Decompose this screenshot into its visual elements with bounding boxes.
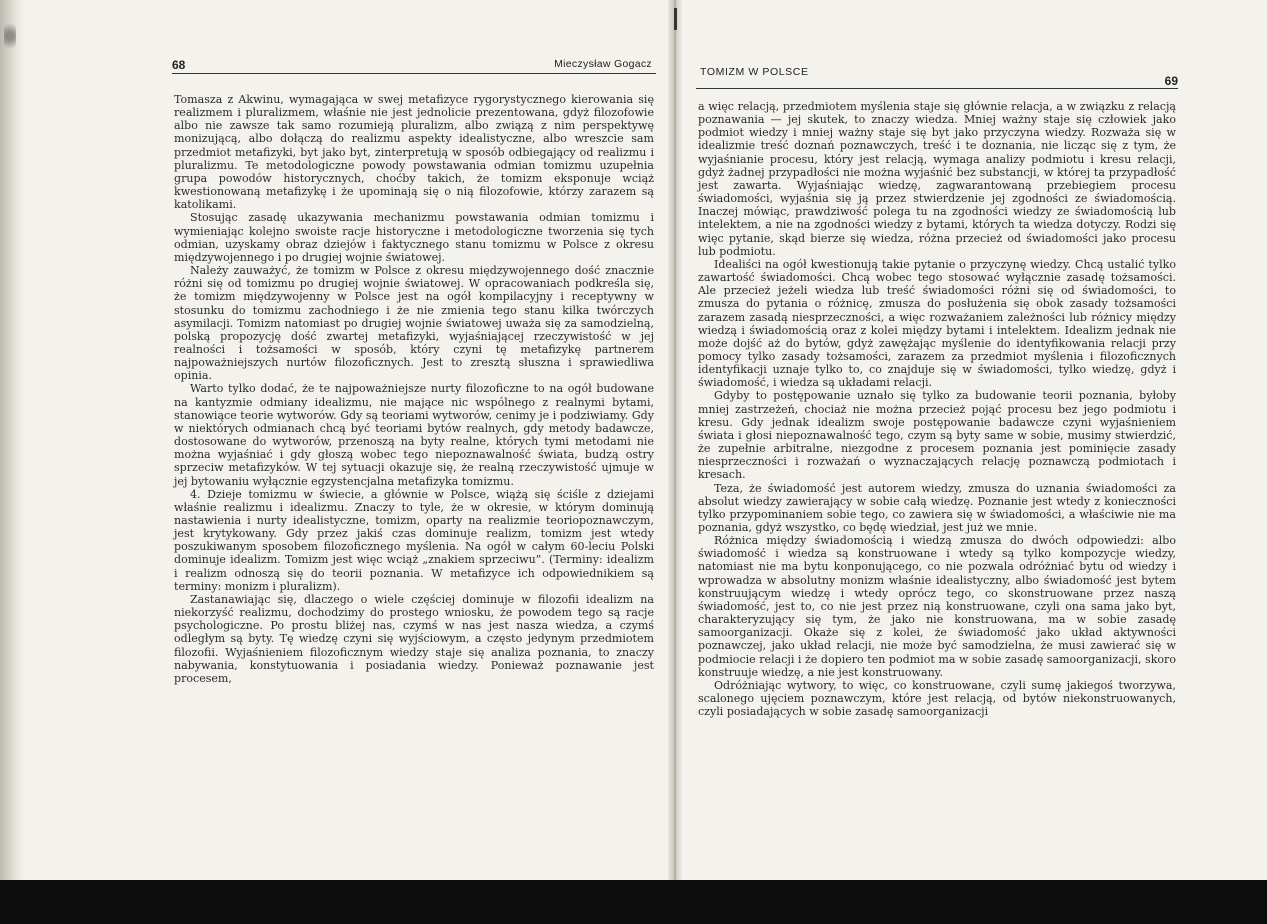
book-spine [668,0,682,880]
running-title: TOMIZM W POLSCE [700,66,809,78]
scan-mark [4,16,16,56]
running-header [172,58,656,76]
paragraph: Należy zauważyć, że tomizm w Polsce z okresu międzywojennego dość znacznie różni się od tomizmu po drugiej wojnie światowej. W opracowaniach podkreśla się, że tomizm międzywojenny w Polsce jest na ogół kompilacyjny i receptywny w stosunku do tomizmu zachodniego i że nie zmienia tego stanu kilka twórczych asymilacji. Tomizm natomiast po drugiej wojnie światowej uważa się za samodzielną, polską propozycję dość zwartej metafizyki, wyjaśniającej rzeczywistość w jej realności i tożsamości w sposób, który czyni tę metafizykę partnerem najpoważniejszych nurtów filozoficznych. Jest to zresztą słuszna i sprawiedliwa opinia. [174,264,654,383]
paragraph: Teza, że świadomość jest autorem wiedzy, zmusza do uznania świadomości za absolut wiedzy zawierający w sobie całą wiedzę. Poznanie jest wtedy z konieczności tylko przypominaniem sobie tego, co zawiera się w świadomości, a właściwie nie ma poznania, gdyż wszystko, co będę wiedział, jest już we mnie. [698,481,1176,534]
scan-left-edge [0,0,24,880]
paragraph: Warto tylko dodać, że te najpoważniejsze nurty filozoficzne to na ogół budowane na kantyzmie odmiany idealizmu, nie mające nic wspólnego z realnymi bytami, stanowiące teorie wytworów. Gdy są teoriami wytworów, cenimy je i podziwiamy. Gdy w niektórych odmianach chcą być teoriami bytów realnych, gdy metody badawcze, dostosowane do wytworów, przenoszą na byty realne, których tymi metodami nie można wyjaśniać i gdy głoszą wobec tego niepoznawalność świata, budzą ostry sprzeciw metafizyków. W tej sytuacji okazuje się, że realną rzeczywistość ujmuje w jej bytowaniu wyłącznie egzystencjalna metafizyka tomizmu. [174,382,654,488]
scan-bottom-border [0,880,1267,924]
spine-mark [674,8,677,30]
paragraph: Odróżniając wytwory, to więc, co konstruowane, czyli sumę jakiegoś tworzywa, scalonego ujęciem poznawczym, które jest relacją, od bytów niekonstruowanych, czyli posiadających w sobie zasadę samoorganizacji [698,678,1176,719]
left-page [172,0,656,880]
paragraph: a więc relacją, przedmiotem myślenia staje się głównie relacja, a w związku z relacją poznawania — jej skutek, to znaczy wiedza. Mniej ważny staje się człowiek jako podmiot wiedzy i mniej ważny staje się byt jako przyczyna wiedzy. Rozważa się w idealizmie treść doznań poznawczych, treść i te doznania, nie licząc się z tym, że wyjaśnianie procesu, który jest relacją, wymaga analizy podmiotu i kresu relacji, gdyż żadnej przypadłości nie można wyjaśnić bez substancji, w której ta przypadłość jest zawarta. Wyjaśniając wiedzę, zagwarantowaną przebiegiem procesu świadomości, wyjaśnia się ją przez stwierdzenie jej zgodności ze świadomością. Inaczej mówiąc, prawdziwość polega tu na zgodności wiedzy ze świadomością lub intelektem, a nie na zgodności wiedzy z bytami, których ta wiedza dotyczy. Rodzi się więc pytanie, skąd bierze się wiedza, różna przecież od świadomości jako procesu lub podmiotu. [698,100,1176,258]
paragraph: Stosując zasadę ukazywania mechanizmu powstawania odmian tomizmu i wymieniając kolejno swoiste racje historyczne i metodologiczne tworzenia się tych odmian, uzyskamy obraz dziejów i faktycznego stanu tomizmu w Polsce z okresu międzywojennego i po drugiej wojnie światowej. [174,211,654,264]
paragraph: Idealiści na ogół kwestionują takie pytanie o przyczynę wiedzy. Chcą ustalić tylko zawartość świadomości. Chcą wobec tego stosować wyłącznie zasadę tożsamości. Ale przecież jeżeli wiedza lub treść świadomości różni się od świadomości, to zmusza do pytania o różnicę, zmusza do posłużenia się obok zasady tożsamości zarazem zasadą niesprzeczności, a więc rozważaniem zależności lub różnicy między wiedzą i świadomością oraz z kolei między bytami i intelektem. Idealizm jednak nie może dojść aż do bytów, gdyż zawężając myślenie do identyfikowania relacji przy pomocy tylko zasady tożsamości, zarazem za przedmiot myślenia i filozoficznych identyfikacji uznaje tylko to, co znajduje się w świadomości, tylko wiedzę, gdyż i świadomość, i wiedza są układami relacji. [698,257,1176,390]
page-number: 68 [172,58,186,72]
paragraph: Różnica między świadomością i wiedzą zmusza do dwóch odpowiedzi: albo świadomość i wiedza są konstruowane i wtedy są tylko kompozycje wiedzy, natomiast nie ma bytu konponującego, co nie pozwala odróżniać bytu od wiedzy i wprowadza w absolutny monizm właśnie idealistyczny, albo świadomość jest bytem konstruującym wiedzę i wtedy oprócz tego, co skonstruowane przez naszą świadomość, jest to, co nie jest przez nią konstruowane, czyli ona sama jako byt, charakteryzujący się tym, że jako nie konstruowana, ma w sobie zasadę samoorganizacji. Okaże się z kolei, że świadomość jako układ aktywności poznawczej, jako układ relacji, nie może być samodzielna, że musi zawierać się w podmiocie relacji i że dopiero ten podmiot ma w sobie zasadę samoorganizacji, skoro konstruuje wiedzę, a nie jest konstruowany. [698,534,1176,679]
running-header [696,66,1178,88]
left-page-text [174,93,654,685]
paragraph: Gdyby to postępowanie uznało się tylko za budowanie teorii poznania, byłoby mniej zastrzeżeń, chociaż nie można przecież pojąć procesu bez jego podmiotu i kresu. Gdy jednak idealizm swoje postępowanie badawcze czyni wyjaśnieniem świata i głosi niepoznawalność tego, czym są byty same w sobie, musimy stwierdzić, że zupełnie arbitralne, niezgodne z procesem poznania jest pominięcie zasady niesprzeczności i rozważań o wyznaczających relację poznawczą podmiotach i kresach. [698,389,1176,482]
header-rule [172,73,656,74]
right-page [696,0,1178,880]
page-number: 69 [1164,74,1178,88]
paragraph: 4. Dzieje tomizmu w świecie, a głównie w Polsce, wiążą się ściśle z dziejami właśnie realizmu i idealizmu. Znaczy to tyle, że w okresie, w którym dominują nastawienia i nurty idealistyczne, tomizm, oparty na realizmie teoriopoznawczym, jest krytykowany. Gdy przez jakiś czas dominuje realizm, tomizm jest wtedy poszukiwanym sposobem filozoficznego myślenia. Na ogół w całym 60-leciu Polski dominuje idealizm. Tomizm jest więc wciąż „znakiem sprzeciwu”. (Terminy: idealizm i realizm odnoszą się do teorii poznania. W metafizyce ich odpowiednikiem są terminy: monizm i pluralizm). [174,487,654,593]
paragraph: Zastanawiając się, dlaczego o wiele częściej dominuje w filozofii idealizm na niekorzyść realizmu, dochodzimy do prostego wniosku, że powodem tego są racje psychologiczne. Po prostu bliżej nas, czymś w nas jest nasza wiedza, a czymś odległym są byty. Tę wiedzę czyni się wyjściowym, a często jedynym przedmiotem filozofii. Wyjaśnieniem filozoficznym wiedzy staje się analiza poznania, to znaczy nabywania, konstytuowania i posiadania wiedzy. Ponieważ poznawanie jest procesem, [174,592,654,685]
running-title: Mieczysław Gogacz [554,58,652,70]
header-rule [696,88,1178,89]
right-page-text [698,100,1176,718]
paragraph: Tomasza z Akwinu, wymagająca w swej metafizyce rygorystycznego kierowania się realizmem i pluralizmem, właśnie nie jest jednolicie prezentowana, gdyż filozofowie albo nie zawsze tak samo rozumieją pluralizm, albo związą z nim perspektywę monizującą, albo dołączą do realizmu aspekty idealistyczne, albo wreszcie sam przedmiot metafizyki, byt jako byt, zinterpretują w sposób odbiegający od realizmu i pluralizmu. Te metodologiczne powody powstawania odmian tomizmu uzupełnia grupa powodów historycznych, choćby takich, że tomizm eksponuje wciąż kwestionowaną metafizykę i że upominają się o nią filozofowie, którzy zarazem są katolikami. [174,93,654,212]
